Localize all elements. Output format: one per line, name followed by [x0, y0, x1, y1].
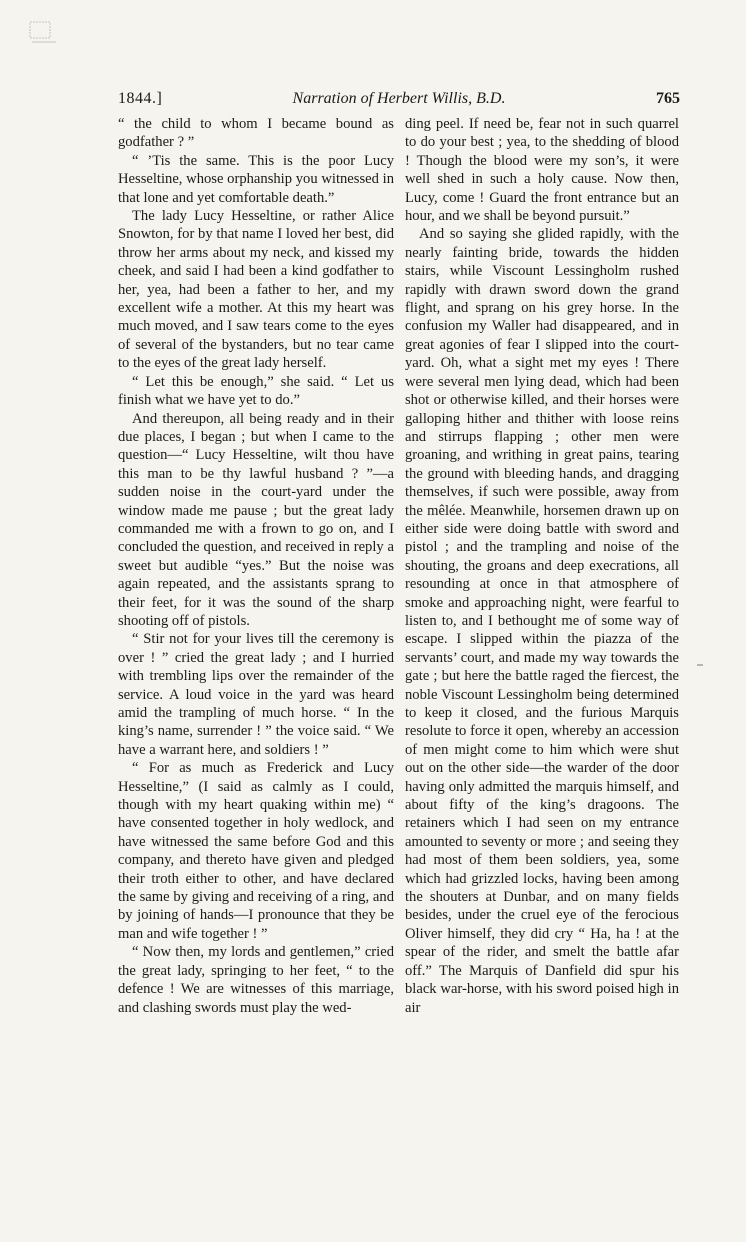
page-number: 765	[656, 90, 680, 107]
margin-mark	[697, 664, 703, 666]
paragraph: “ Let this be enough,” she said. “ Let us finish what we have yet to do.”	[118, 373, 394, 409]
paragraph: “ ’Tis the same. This is the poor Lucy Hesseltine, whose orphanship you witnessed in that lone and yet comfortable death.”	[118, 152, 394, 206]
header-year: 1844.]	[118, 90, 163, 107]
paragraph: The lady Lucy Hesseltine, or rather Alice Snowton, for by that name I loved her best, did throw her arms about my neck, and kissed my cheek, and said I had been a kind godfather to her, yea, had been a father to her, and my excellent wife a mother. At this my heart was much moved, and I saw tears come to the eyes of several of the bystanders, but no tear came to the eyes of the great lady herself.	[118, 208, 394, 372]
paragraph: “ Stir not for your lives till the ceremony is over ! ” cried the great lady ; and I hurried with trembling lips over the remainder of the service. A loud voice in the yard was heard amid the trampling of much horse. “ In the king’s name, surrender ! ” the voice said. “ We have a warrant here, and soldiers ! ”	[118, 631, 394, 758]
running-head	[118, 90, 680, 112]
paragraph: “ the child to whom I became bound as godfather ? ”	[118, 116, 394, 151]
paragraph: And thereupon, all being ready and in their due places, I began ; but when I came to the question—“ Lucy Hesseltine, wilt thou have this man to be thy lawful husband ? ”—a sudden noise in the court-yard under the window made me pause ; but the great lady commanded me with a frown to go on, and I concluded the question, and received in reply a sweet but audible “yes.” But the noise was again repeated, and the assistants sprang to their feet, for it was the sound of the sharp shooting off of pistols.	[118, 410, 394, 629]
right-column	[405, 115, 679, 1017]
paragraph: ding peel. If need be, fear not in such quarrel to do your best ; yea, to the shedding of blood ! Though the blood were my son’s, it were well shed in such a holy cause. Now then, Lucy, come ! Guard the front entrance but an hour, and we shall be beyond pursuit.”	[405, 116, 679, 225]
paragraph: “ Now then, my lords and gentlemen,” cried the great lady, springing to her feet, “ to the defence ! We are witnesses of this marriage, and clashing swords must play the wed-	[118, 944, 394, 1016]
library-stamp-icon	[28, 20, 58, 46]
left-column	[118, 115, 394, 1017]
header-title: Narration of Herbert Willis, B.D.	[292, 90, 506, 107]
paragraph: “ For as much as Frederick and Lucy Hesseltine,” (I said as calmly as I could, though with my heart quaking within me) “ have consented together in holy wedlock, and have witnessed the same before God and this company, and thereto have given and pledged their troth either to other, and have declared the same by giving and receiving of a ring, and by joining of hands—I pronounce that they be man and wife together ! ”	[118, 760, 394, 942]
paragraph: And so saying she glided rapidly, with the nearly fainting bride, towards the hidden stairs, while Viscount Lessingholm rushed rapidly with drawn sword down the grand flight, and sprang on his grey horse. In the confusion my Waller had disappeared, and in great agonies of fear I slipped into the court-yard. Oh, what a sight met my eyes ! There were several men lying dead, which had been shot or otherwise killed, and their horses were galloping hither and thither with loose reins and stirrups flapping ; other men were groaning, and writhing in great pains, tearing the ground with bleeding hands, and dragging themselves, if such were possible, away from the mêlée. Meanwhile, horsemen drawn up on either side were doing battle with sword and pistol ; and the trampling and noise of the shouting, the groans and deep execrations, all resounding at once in that atmosphere of smoke and approaching night, were fearful to listen to, and I bethought me of some way of escape. I slipped within the piazza of the servants’ court, and made my way towards the gate ; but here the battle raged the fiercest, the noble Viscount Lessingholm being determined to keep it closed, and the furious Marquis resolute to force it open, whereby an accession of men might come to him which were shut out on the other side—the warder of the door having only admitted the marquis himself, and about fifty of the king’s dragoons. The retainers which I had seen on my entrance amounted to seventy or more ; and seeing they had most of them been soldiers, yea, some which had grizzled locks, having been among the shouters at Dunbar, and on many fields besides, under the cruel eye of the ferocious Oliver himself, they did cry “ Ha, ha ! at the spear of the rider, and smelt the battle afar off.” The Marquis of Danfield did spur his black war-horse, with his sword poised high in air	[405, 226, 679, 1016]
